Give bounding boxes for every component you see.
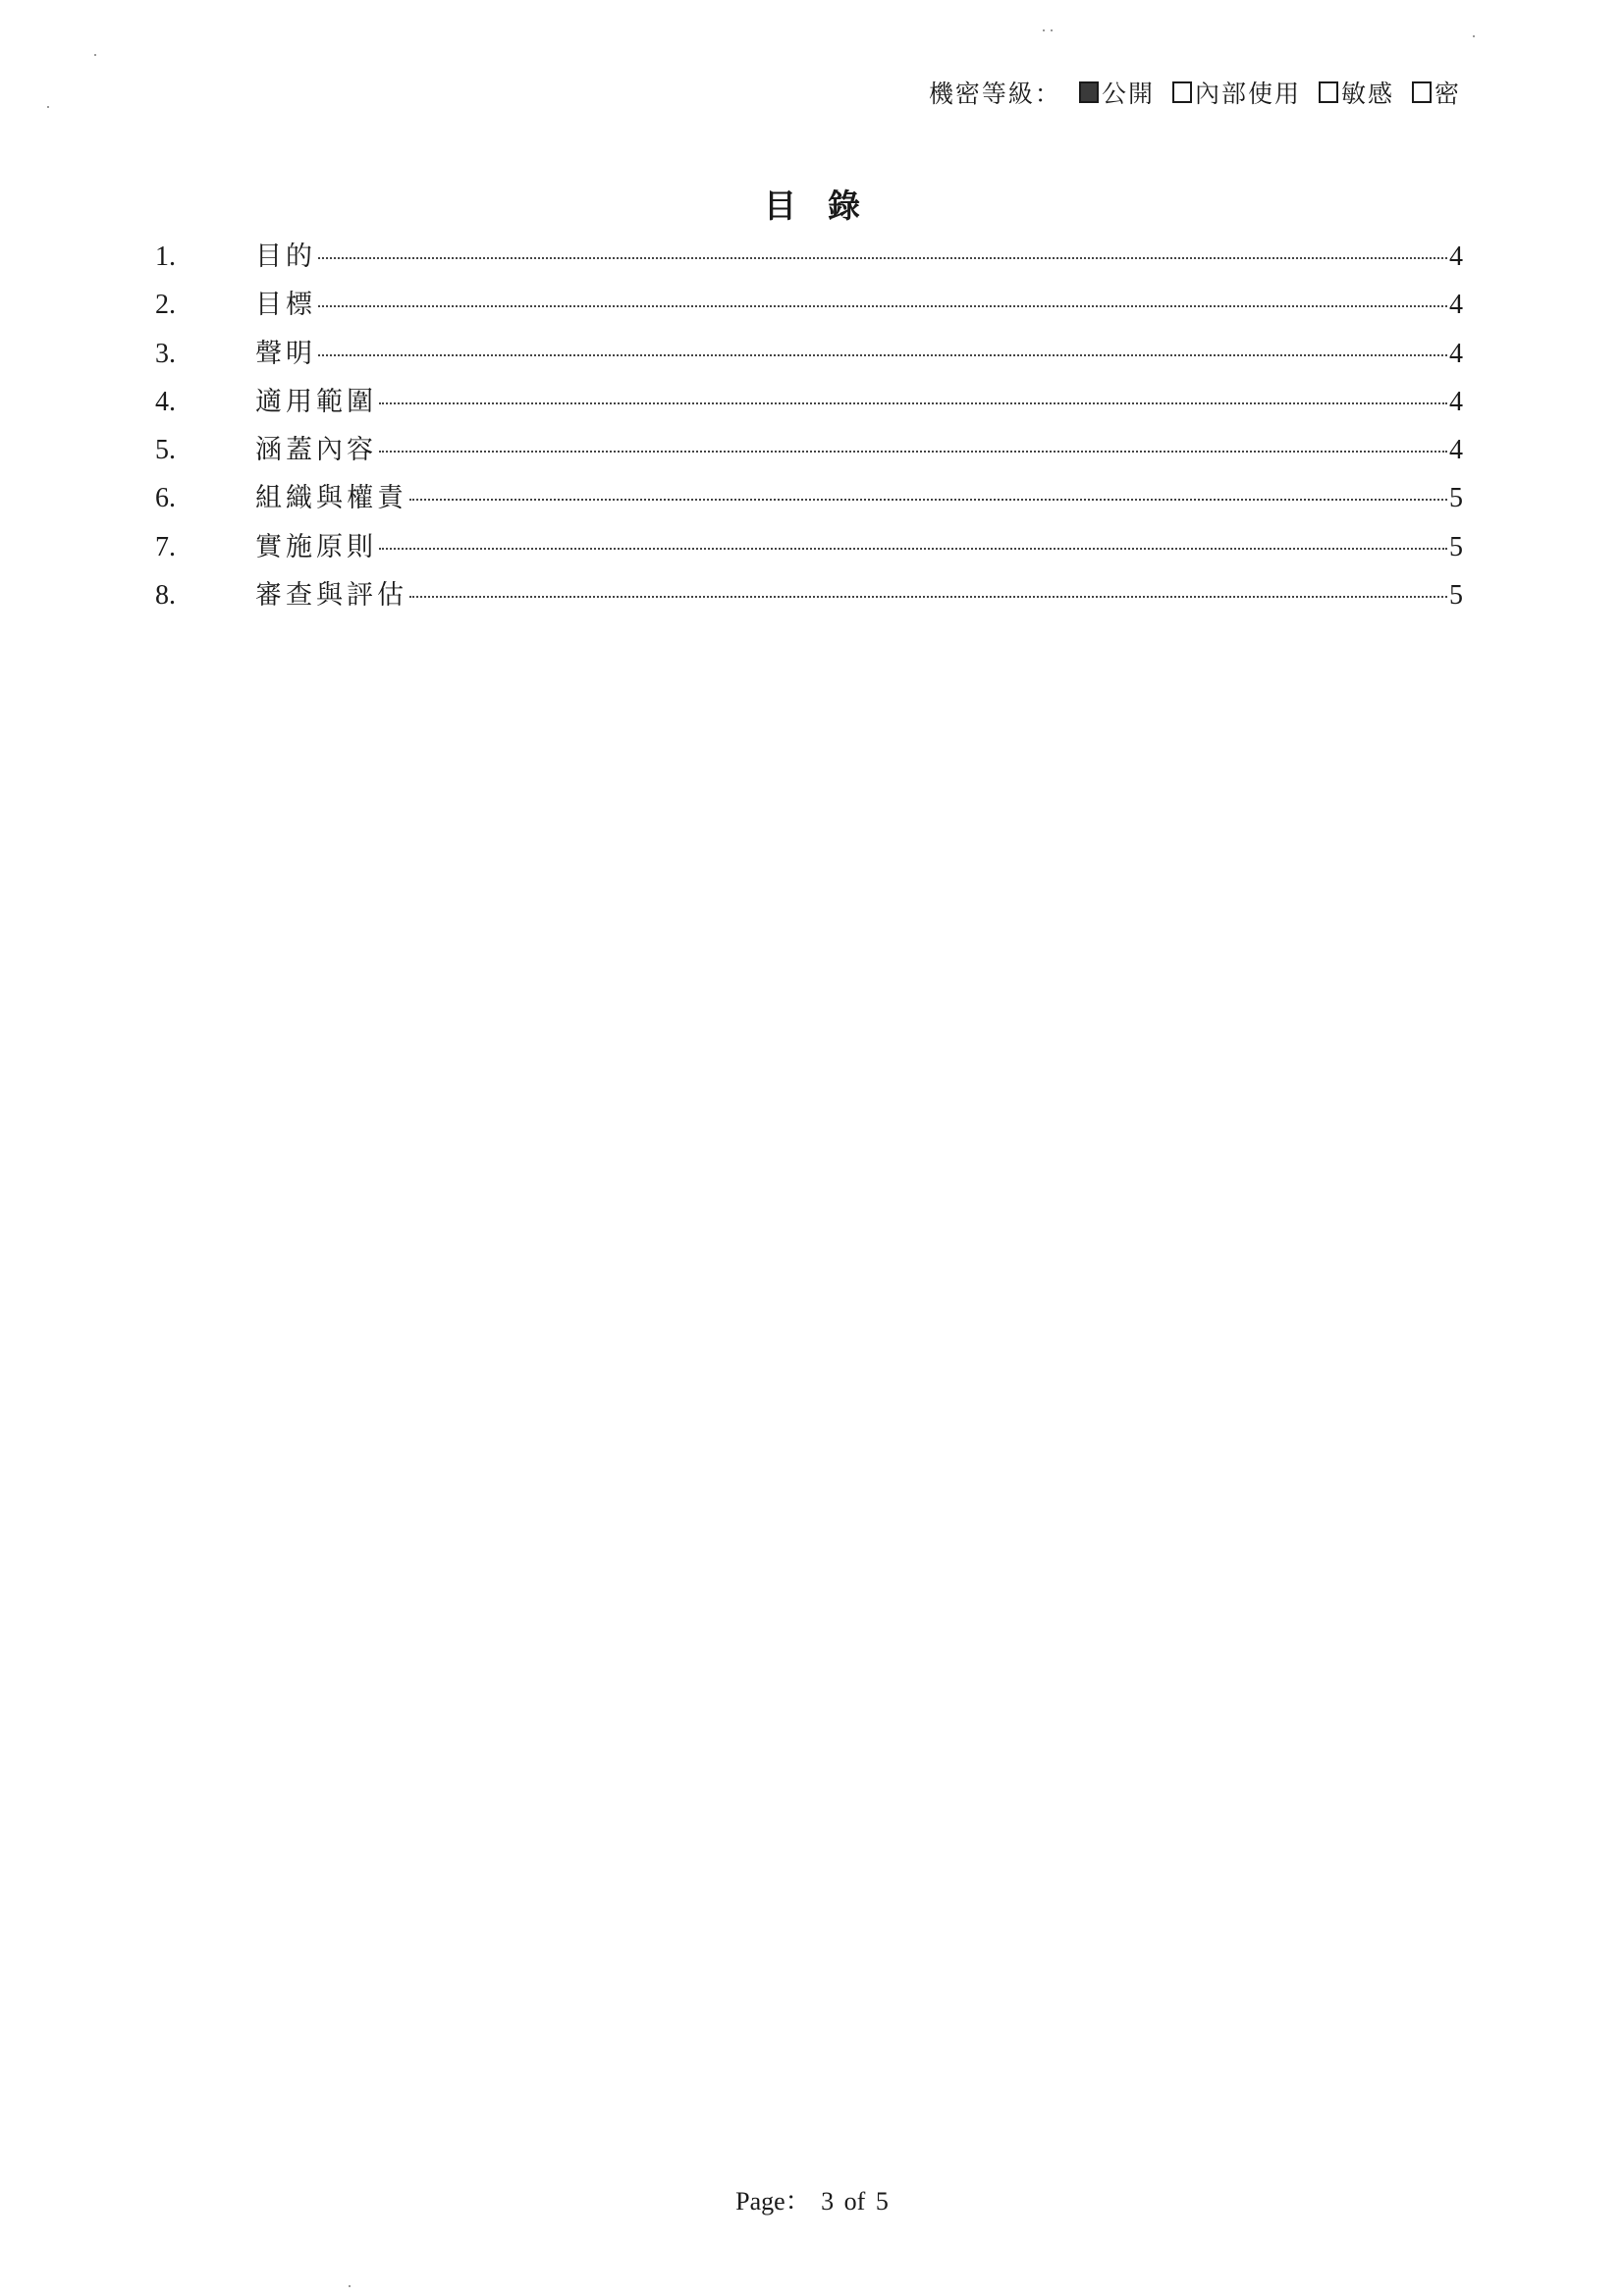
option-label: 內部使用 — [1194, 80, 1301, 108]
option-label: 敏感 — [1340, 80, 1394, 108]
toc-entry-label: 組織與權責 — [255, 483, 407, 514]
toc-entry-number: 7. — [155, 531, 176, 562]
scan-speck — [349, 2285, 351, 2287]
toc-entry[interactable] — [155, 476, 1463, 524]
empty-box-icon — [1172, 81, 1192, 103]
toc-entry-page: 4 — [1449, 241, 1463, 272]
option-label: 密 — [1434, 80, 1461, 108]
classification-option-internal — [1172, 75, 1301, 110]
classification-option-secret — [1412, 75, 1461, 110]
page-number-footer: Page： 3 of 5 — [735, 2187, 889, 2216]
table-of-contents — [155, 235, 1463, 621]
toc-entry[interactable] — [155, 235, 1463, 283]
checked-box-icon — [1079, 81, 1099, 103]
toc-entry-number: 6. — [155, 483, 176, 514]
dot-leader — [409, 499, 1447, 501]
toc-entry[interactable] — [155, 380, 1463, 428]
scan-speck — [94, 54, 96, 56]
toc-entry-page: 4 — [1449, 338, 1463, 369]
option-label: 公開 — [1101, 80, 1155, 108]
classification-option-sensitive — [1319, 75, 1394, 110]
toc-entry-number: 1. — [155, 241, 176, 272]
classification-label: 機密等級： — [928, 80, 1061, 108]
toc-entry-number: 2. — [155, 290, 176, 321]
toc-entry-label: 審查與評估 — [255, 580, 407, 612]
dot-leader — [318, 354, 1447, 356]
toc-entry-number: 4. — [155, 386, 176, 417]
dot-leader — [318, 257, 1447, 259]
toc-entry[interactable] — [155, 428, 1463, 476]
toc-entry-page: 4 — [1449, 386, 1463, 417]
toc-entry-page: 5 — [1449, 483, 1463, 514]
toc-entry[interactable] — [155, 573, 1463, 621]
toc-entry-page: 5 — [1449, 580, 1463, 612]
scan-speck — [1043, 29, 1045, 31]
toc-entry-label: 涵蓋內容 — [255, 435, 377, 466]
toc-entry[interactable] — [155, 283, 1463, 331]
toc-entry[interactable] — [155, 332, 1463, 380]
dot-leader — [409, 596, 1447, 598]
toc-entry-number: 5. — [155, 435, 176, 466]
classification-option-public — [1079, 75, 1155, 110]
empty-box-icon — [1319, 81, 1338, 103]
toc-entry-page: 5 — [1449, 531, 1463, 562]
toc-entry-page: 4 — [1449, 435, 1463, 466]
toc-entry[interactable] — [155, 525, 1463, 573]
toc-title: 目錄 — [764, 187, 892, 225]
toc-entry-label: 目標 — [255, 290, 316, 321]
dot-leader — [379, 451, 1447, 453]
scan-speck — [47, 106, 49, 108]
toc-entry-page: 4 — [1449, 290, 1463, 321]
dot-leader — [379, 548, 1447, 550]
toc-entry-label: 聲明 — [255, 338, 316, 369]
toc-entry-number: 8. — [155, 580, 176, 612]
toc-entry-label: 目的 — [255, 241, 316, 272]
toc-entry-label: 適用範圍 — [255, 386, 377, 417]
toc-entry-label: 實施原則 — [255, 531, 377, 562]
classification-level — [929, 75, 1461, 110]
dot-leader — [318, 305, 1447, 307]
scan-speck — [1473, 35, 1475, 37]
toc-entry-number: 3. — [155, 338, 176, 369]
empty-box-icon — [1412, 81, 1432, 103]
dot-leader — [379, 402, 1447, 404]
scan-speck — [1051, 29, 1053, 31]
